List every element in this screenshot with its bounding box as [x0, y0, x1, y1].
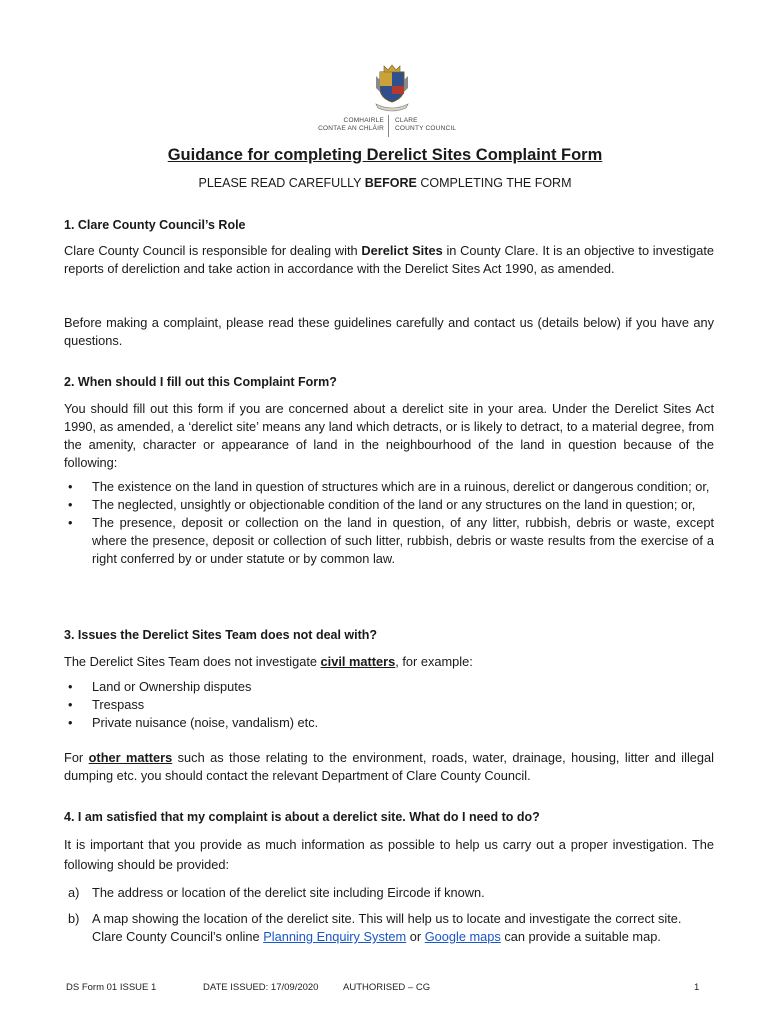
text-underlined: other matters — [88, 750, 173, 765]
list-item: • The neglected, unsightly or objectionable condition of the land or any structures on the land in question; or, — [64, 496, 714, 514]
subtitle-text: PLEASE READ CAREFULLY — [198, 176, 365, 190]
text: can provide a suitable map. — [500, 929, 661, 944]
google-maps-link[interactable]: Google maps — [424, 929, 501, 944]
text: or — [406, 929, 425, 944]
list-item: • The presence, deposit or collection on the land in question, of any litter, rubbish, debris or waste, except where the presence, deposit or collection of such litter, rubbish, debris or waste results from the exercise of a right conferred by or under statute or by common law. — [64, 514, 714, 568]
list-item — [64, 884, 714, 902]
text-bold: Derelict Sites — [361, 243, 443, 258]
section-3-paragraph — [64, 653, 714, 671]
text-underlined: civil matters — [320, 654, 396, 669]
text: , for example: — [395, 654, 473, 669]
section-2-paragraph: You should fill out this form if you are concerned about a derelict site in your area. Under the Derelict Sites Act 1990, as amended, a ‘derelict site’ means any land which detracts, or is likely to detract, to a material degree, from the amenity, character or appearance of land in the neighbourhood of the land in question because of the following: — [64, 401, 714, 470]
list-item: • Trespass — [64, 696, 714, 714]
section-1 — [64, 218, 714, 232]
document-title: Guidance for completing Derelict Sites Complaint Form — [167, 146, 603, 164]
text: The address or location of the derelict site including Eircode if known. — [92, 885, 485, 900]
logo-english-name — [395, 117, 456, 133]
text: in County Clare. It is an objective to investigate reports of dereliction and take action in accordance with the Derelict Sites Act 1990, as amended. — [64, 243, 714, 276]
section-2-list — [64, 478, 714, 568]
section-heading: 2. When should I fill out this Complaint Form? — [64, 375, 337, 389]
list-item: • Private nuisance (noise, vandalism) etc. — [64, 714, 714, 732]
document-subtitle — [0, 176, 770, 190]
text: A map showing the location of the derelict site. This will help us to locate and investigate the correct site. Clare County Council’s online — [92, 911, 682, 944]
logo-divider — [388, 115, 389, 137]
section-2 — [64, 375, 714, 389]
logo-line: COUNTY COUNCIL — [395, 125, 457, 132]
section-1-paragraph — [64, 242, 714, 278]
footer-form-id: DS Form 01 ISSUE 1 — [66, 982, 157, 993]
logo-line: COMHAIRLE — [343, 117, 384, 124]
text: The Derelict Sites Team does not investigate — [64, 654, 321, 669]
list-item — [64, 910, 714, 946]
section-heading: 4. I am satisfied that my complaint is about a derelict site. What do I need to do? — [64, 810, 540, 824]
footer-page-number: 1 — [694, 982, 700, 993]
footer-date-issued: DATE ISSUED: 17/09/2020 — [203, 982, 319, 993]
footer-authorised: AUTHORISED – CG — [343, 982, 431, 993]
section-heading: 3. Issues the Derelict Sites Team does not deal with? — [64, 628, 378, 642]
logo-line: CLARE — [395, 117, 418, 124]
list-item: • Land or Ownership disputes — [64, 678, 714, 696]
section-3-list — [64, 678, 714, 732]
council-crest-icon — [372, 62, 412, 112]
subtitle-emphasis: BEFORE — [364, 176, 417, 190]
section-3-paragraph-2 — [64, 749, 714, 785]
council-logo — [308, 62, 468, 140]
subtitle-text: COMPLETING THE FORM — [416, 176, 572, 190]
section-1-paragraph-2: Before making a complaint, please read these guidelines carefully and contact us (details below) if you have any questions. — [64, 315, 714, 348]
section-4-list — [64, 884, 714, 946]
list-marker: a) — [68, 885, 80, 900]
section-3 — [64, 628, 714, 642]
text: such as those relating to the environment, roads, water, drainage, housing, litter and illegal dumping etc. you should contact the relevant Department of Clare County Council. — [64, 750, 714, 783]
section-4 — [64, 810, 714, 824]
text: For — [64, 750, 89, 765]
list-item: • The existence on the land in question of structures which are in a ruinous, derelict or dangerous condition; or, — [64, 478, 714, 496]
section-heading: 1. Clare County Council’s Role — [64, 218, 246, 232]
logo-irish-name — [318, 117, 384, 133]
logo-line: CONTAE AN CHLÁIR — [318, 125, 384, 132]
text: Clare County Council is responsible for dealing with — [64, 243, 362, 258]
section-4-paragraph: It is important that you provide as much information as possible to help us carry out a proper investigation. The following should be provided: — [64, 837, 714, 872]
list-marker: b) — [68, 911, 80, 926]
planning-enquiry-system-link[interactable]: Planning Enquiry System — [263, 929, 407, 944]
